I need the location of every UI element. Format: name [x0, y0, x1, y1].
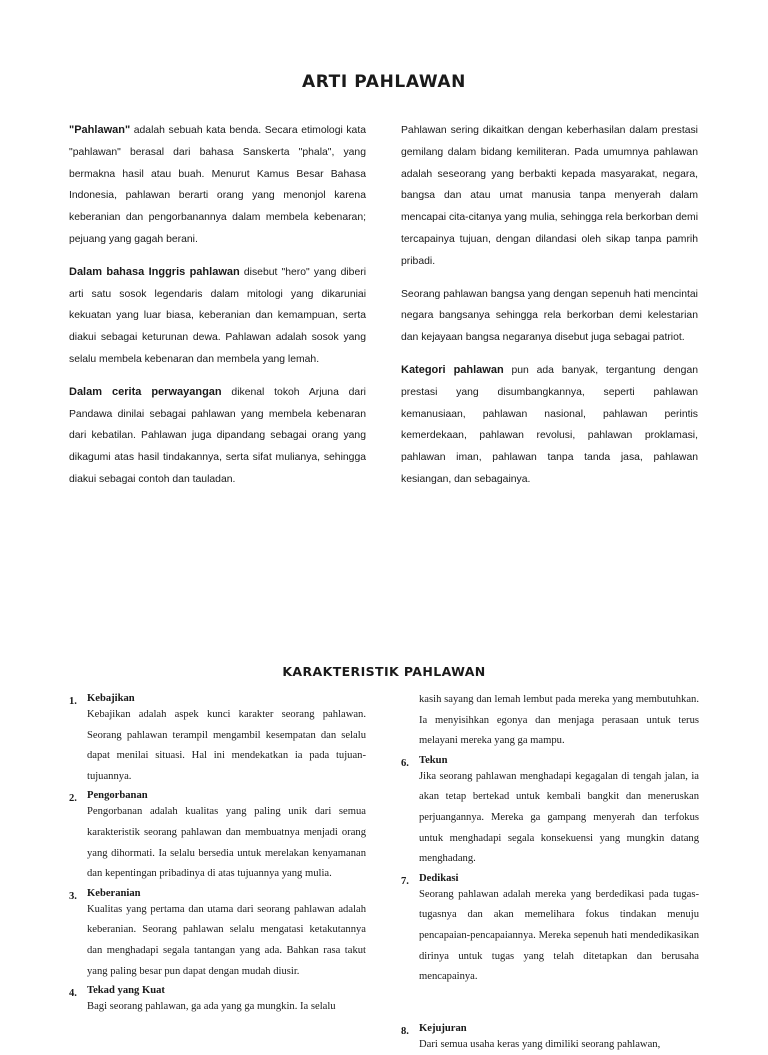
paragraph-text: dikenal tokoh Arjuna dari Pandawa dinilai sebagai pahlawan yang membela kebenaran dari kebatilan. Pahlawan juga dipandang sebagai orang yang dikagumi atas hasil tindakannya, serta sifat mulianya, sehingga diakui sebagai contoh dan tauladan.: [69, 386, 366, 485]
item-number: 3.: [69, 890, 77, 902]
list-item: [401, 754, 699, 870]
item-number: 7.: [401, 875, 409, 887]
continued-item-body: kasih sayang dan lemah lembut pada mereka yang membutuhkan. Ia menyisihkan egonya dan menjaga perasaan untuk terus melayani mereka yang ga mampu.: [419, 694, 699, 747]
page-title: ARTI PAHLAWAN: [301, 72, 466, 92]
characteristics-list-right: [401, 690, 699, 1055]
paragraph-text: disebut "hero" yang diberi arti satu sosok legendaris dalam mitologi yang dikaruniai kekuatan yang luar biasa, keberanian dan kemampuan, serta diakui sebagai keturunan dewa. Pahlawan adalah sosok yang selalu membela kebenaran dan membela yang lemah.: [69, 266, 366, 365]
right-text-column: [401, 120, 698, 502]
item-body: Seorang pahlawan adalah mereka yang berdedikasi pada tugas-tugasnya dan akan memelihara fokus tindakan menuju pencapaian-pencapaiannya. Mereka sepenuh hati mendedikasikan dirinya untuk tugas yang telah ditetapkan dan berusaha mencapainya.: [419, 888, 699, 983]
item-heading: Kejujuran: [419, 1022, 467, 1034]
item-heading: Dedikasi: [419, 872, 459, 884]
item-body: Bagi seorang pahlawan, ga ada yang ga mungkin. Ia selalu: [87, 1001, 336, 1013]
paragraph: [69, 120, 366, 251]
paragraph-lead: Dalam bahasa Inggris pahlawan: [69, 265, 240, 278]
item-number: 6.: [401, 757, 409, 769]
paragraph: [69, 382, 366, 491]
list-item: [69, 984, 366, 1018]
item-number: 2.: [69, 793, 77, 805]
item-heading: Kebajikan: [87, 693, 135, 704]
list-item: [69, 887, 366, 982]
paragraph: [69, 262, 366, 371]
list-item: [401, 872, 699, 988]
paragraph-text: Seorang pahlawan bangsa yang dengan sepenuh hati mencintai negara bangsanya sehingga rela berkorban demi kelestarian dan kejayaan bangsa negaranya disebut juga sebagai patriot.: [401, 288, 698, 344]
paragraph: [401, 360, 698, 491]
list-item: [401, 1022, 699, 1055]
paragraph: [401, 284, 698, 349]
item-body: Dari semua usaha keras yang dimiliki seorang pahlawan,: [419, 1038, 661, 1050]
paragraph-lead: Kategori pahlawan: [401, 363, 504, 376]
item-body: Kualitas yang pertama dan utama dari seorang pahlawan adalah keberanian. Seorang pahlawan selalu mengatasi ketakutannya dan menghadapi segala tantangan yang ada. Bahkan rasa takut yang paling besar pun dapat dengan mudah diusir.: [87, 903, 366, 977]
item-number: 4.: [69, 988, 77, 1000]
item-heading: Tekad yang Kuat: [87, 985, 165, 997]
item-number: 8.: [401, 1025, 409, 1037]
paragraph-text: adalah sebuah kata benda. Secara etimologi kata "pahlawan" berasal dari bahasa Sanskerta "phala", yang bermakna hasil atau buah. Menurut Kamus Besar Bahasa Indonesia, pahlawan berarti orang yang menonjol karena keberanian dan pengorbanannya dalam membela kebenaran; pejuang yang gagah berani.: [69, 125, 366, 245]
item-heading: Pengorbanan: [87, 790, 148, 802]
list-item: [69, 692, 366, 787]
item-heading: Tekun: [419, 754, 448, 766]
item-body: Pengorbanan adalah kualitas yang paling unik dari semua karakteristik seorang pahlawan dan membuatnya menjadi orang yang dihormati. Ia selalu bersedia untuk merelakan kenyamanan dan kepentingan pribadinya di atas tujuannya yang mulia.: [87, 806, 366, 880]
paragraph-lead: Dalam cerita perwayangan: [69, 385, 222, 398]
paragraph-lead: "Pahlawan": [69, 124, 131, 136]
list-item: [69, 789, 366, 884]
left-text-column: [69, 120, 366, 502]
section-title: KARAKTERISTIK PAHLAWAN: [282, 664, 486, 679]
item-heading: Keberanian: [87, 887, 141, 899]
item-body: Kebajikan adalah aspek kunci karakter seorang pahlawan. Seorang pahlawan terampil mengambil kesempatan dan selalu dapat menilai situasi. Hal ini mendekatkan ia pada tujuan-tujuannya.: [87, 709, 366, 782]
paragraph-text: pun ada banyak, tergantung dengan prestasi yang disumbangkannya, seperti pahlawan kemanusiaan, pahlawan nasional, pahlawan perintis kemerdekaan, pahlawan revolusi, pahlawan proklamasi, pahlawan iman, pahlawan tanpa tanda jasa, pahlawan kesiangan, dan sebagainya.: [401, 364, 698, 485]
characteristics-list-left: [69, 690, 366, 1018]
paragraph-text: Pahlawan sering dikaitkan dengan keberhasilan dalam prestasi gemilang dalam bidang kemiliteran. Pada umumnya pahlawan adalah seseorang yang berbakti kepada masyarakat, negara, bangsa dan atau umat manusia tanpa menyerah dalam mencapai cita-citanya yang mulia, sehingga rela berkorban demi tercapainya tujuan, dengan dilandasi oleh sikap tanpa pamrih pribadi.: [401, 125, 698, 267]
item-number: 1.: [69, 696, 77, 707]
paragraph: [401, 120, 698, 273]
item-body: Jika seorang pahlawan menghadapi kegagalan di tengah jalan, ia akan tetap bertekad untuk kembali bangkit dan meneruskan perjuangannya. Mereka ga gampang menyerah dan terfokus untuk menghadapi segala konsekuensi yang mungkin datang menghadang.: [419, 770, 699, 865]
